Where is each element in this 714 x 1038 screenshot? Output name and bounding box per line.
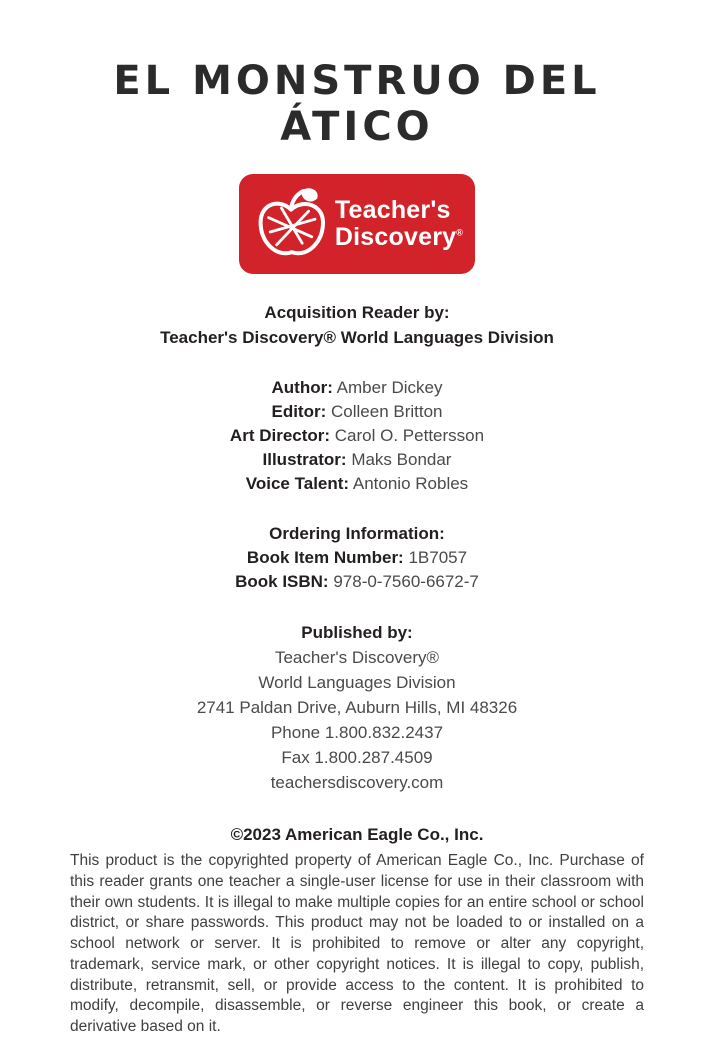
acquisition-block bbox=[70, 300, 644, 350]
ordering-label: Book Item Number: bbox=[246, 548, 404, 567]
credits-block bbox=[70, 376, 644, 496]
credit-row bbox=[70, 400, 644, 424]
credit-label: Art Director: bbox=[229, 426, 331, 445]
ordering-heading: Ordering Information: bbox=[269, 524, 445, 543]
credit-value: Carol O. Pettersson bbox=[334, 426, 485, 445]
publisher-website: teachersdiscovery.com bbox=[270, 773, 444, 792]
ordering-row bbox=[70, 570, 644, 594]
credit-value: Antonio Robles bbox=[352, 474, 469, 493]
brand-name bbox=[335, 197, 463, 251]
publisher-heading: Published by: bbox=[301, 623, 413, 642]
ordering-value: 978-0-7560-6672-7 bbox=[333, 572, 479, 591]
brand-line1: Teacher's bbox=[334, 196, 451, 224]
credit-row bbox=[70, 448, 644, 472]
publisher-address: 2741 Paldan Drive, Auburn Hills, MI 48326 bbox=[196, 698, 518, 717]
credit-row bbox=[70, 424, 644, 448]
brand-logo bbox=[239, 174, 475, 274]
apple-sketch-icon bbox=[251, 184, 331, 264]
registered-mark: ® bbox=[456, 227, 464, 238]
credit-label: Author: bbox=[271, 378, 333, 397]
credit-label: Illustrator: bbox=[262, 450, 347, 469]
publisher-block bbox=[70, 620, 644, 795]
publisher-division: World Languages Division bbox=[258, 673, 456, 692]
credit-row bbox=[70, 472, 644, 496]
page-title: EL MONSTRUO DEL ÁTICO bbox=[113, 58, 601, 150]
ordering-value: 1B7057 bbox=[408, 548, 468, 567]
acquisition-division: Teacher's Discovery® World Languages Division bbox=[160, 328, 554, 347]
brand-line2: Discovery bbox=[334, 223, 457, 251]
ordering-block bbox=[70, 522, 644, 594]
publisher-fax: Fax 1.800.287.4509 bbox=[281, 748, 433, 767]
ordering-row bbox=[70, 546, 644, 570]
publisher-name: Teacher's Discovery® bbox=[274, 648, 440, 667]
legal-text: This product is the copyrighted property of American Eagle Co., Inc. Purchase of this reader grants one teacher a single-user license for use in their classroom with their own students. It is illegal to make multiple copies for an entire school or school district, or share passwords. This product may not be loaded to or installed on a school network or server. It is prohibited to remove or alter any copyright, trademark, service mark, or other copyright notices. It is illegal to copy, publish, distribute, retransmit, sell, or provide access to the content. It is prohibited to modify, decompile, disassemble, or reverse engineer this book, or create a derivative based on it. bbox=[70, 852, 644, 1036]
copyright-notice: ©2023 American Eagle Co., Inc. bbox=[230, 825, 484, 844]
ordering-label: Book ISBN: bbox=[235, 572, 329, 591]
credit-label: Editor: bbox=[271, 402, 327, 421]
acquisition-heading: Acquisition Reader by: bbox=[264, 303, 450, 322]
credit-value: Maks Bondar bbox=[351, 450, 452, 469]
credit-row bbox=[70, 376, 644, 400]
credit-value: Amber Dickey bbox=[336, 378, 443, 397]
credit-label: Voice Talent: bbox=[245, 474, 350, 493]
credit-value: Colleen Britton bbox=[331, 402, 443, 421]
publisher-phone: Phone 1.800.832.2437 bbox=[270, 723, 444, 742]
